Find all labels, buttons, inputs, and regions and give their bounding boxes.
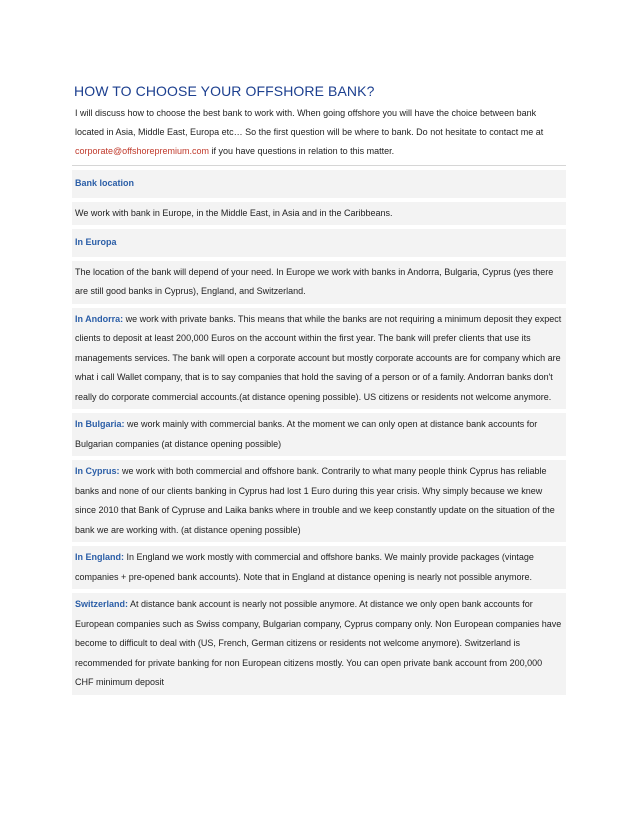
cyprus-text: we work with both commercial and offshore bank. Contrarily to what many people think Cyprus has reliable banks and none of our clients banking in Cyprus had lost 1 Euro during this year crisis. Why simply because we knew since 2010 that Bank of Cypruse and Laika banks where in trouble and we keep constantly update on the situation of the bank we are working with. (at distance opening possible) xyxy=(75,466,555,535)
switzerland-label: Switzerland: xyxy=(75,599,129,609)
cyprus-section xyxy=(72,460,566,542)
england-section xyxy=(72,546,566,589)
europa-text: The location of the bank will depend of your need. In Europe we work with banks in Andorra, Bulgaria, Cyprus (yes there are still good banks in Cyprus), England, and Switzerland. xyxy=(72,261,566,304)
europa-heading: In Europa xyxy=(72,229,566,257)
andorra-section xyxy=(72,308,566,410)
england-label: In England: xyxy=(75,552,124,562)
page-title: HOW TO CHOOSE YOUR OFFSHORE BANK? xyxy=(74,83,375,99)
contact-email-link[interactable]: corporate@offshorepremium.com xyxy=(75,146,210,156)
divider xyxy=(72,165,566,166)
cyprus-label: In Cyprus: xyxy=(75,466,120,476)
intro-text-end: if you have questions in relation to this matter. xyxy=(209,146,395,156)
switzerland-text: At distance bank account is nearly not possible anymore. At distance we only open bank accounts for European companies such as Swiss company, Bulgarian company, Cyprus company only. Non European companies have become to difficult to deal with (US, French, German citizens or residents not welcome anymore). Switzerland is recommended for private banking for non European citizens mostly. You can open private bank account from 200,000 CHF minimum deposit xyxy=(75,599,562,687)
switzerland-section xyxy=(72,593,566,695)
intro-text: I will discuss how to choose the best bank to work with. When going offshore you will have the choice between bank located in Asia, Middle East, Europa etc… So the first question will be where to bank. Do not hesitate to contact me at xyxy=(75,108,544,137)
bulgaria-section xyxy=(72,413,566,456)
intro-paragraph xyxy=(72,104,566,161)
bank-location-heading: Bank location xyxy=(72,170,566,198)
andorra-label: In Andorra: xyxy=(75,313,124,324)
bank-location-text: We work with bank in Europe, in the Middle East, in Asia and in the Caribbeans. xyxy=(72,202,566,226)
andorra-text: we work with private banks. This means that while the banks are not requiring a minimum deposit they expect clients to deposit at least 200,000 Euros on the account within the first year. The bank will prefer clients that use its managements services. The bank will open a corporate account but mostly corporate accounts are for company which are what i call Wallet company, that is to say companies that hold the saving of a person or of a family. Andorran banks don't really do corporate commercial accounts.(at distance opening possible). US citizens or residents not welcome anymore. xyxy=(75,313,562,402)
england-text: In England we work mostly with commercial and offshore banks. We mainly provide packages (vintage companies + pre-opened bank accounts). Note that in England at distance opening is nearly not possible anymore. xyxy=(75,552,534,582)
bulgaria-label: In Bulgaria: xyxy=(75,419,125,429)
document xyxy=(72,82,566,699)
bulgaria-text: we work mainly with commercial banks. At the moment we can only open at distance bank accounts for Bulgarian companies (at distance opening possible) xyxy=(75,419,538,449)
